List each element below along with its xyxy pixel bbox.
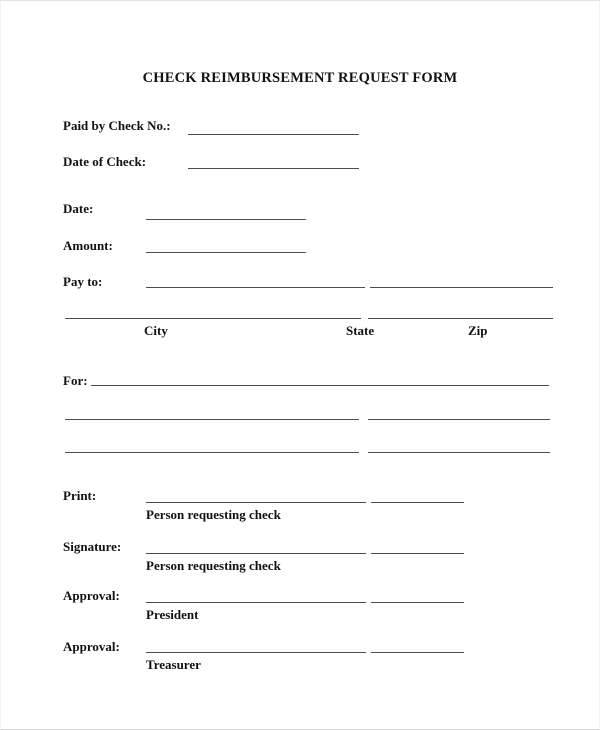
- description-blank-1-left[interactable]: [65, 419, 359, 420]
- approval-president-sublabel: President: [146, 607, 199, 622]
- approval-president-blank[interactable]: [146, 602, 366, 603]
- for-blank[interactable]: [91, 385, 549, 386]
- print-sublabel: Person requesting check: [146, 507, 281, 522]
- pay-to-blank-left[interactable]: [146, 287, 365, 288]
- date-blank[interactable]: [146, 219, 306, 220]
- city-label: City: [144, 323, 168, 338]
- print-label: Print:: [63, 488, 97, 503]
- date-of-check-blank[interactable]: [188, 168, 359, 169]
- description-blank-1-right[interactable]: [368, 419, 550, 420]
- for-label: For:: [63, 373, 88, 388]
- signature-label: Signature:: [63, 539, 122, 554]
- signature-sublabel: Person requesting check: [146, 558, 281, 573]
- print-blank[interactable]: [146, 502, 366, 503]
- signature-blank-short[interactable]: [371, 553, 464, 554]
- description-blank-2-left[interactable]: [65, 452, 359, 453]
- amount-label: Amount:: [63, 238, 113, 253]
- address-blank-state-zip[interactable]: [368, 318, 553, 319]
- pay-to-blank-right[interactable]: [370, 287, 553, 288]
- signature-blank[interactable]: [146, 553, 366, 554]
- approval-president-blank-short[interactable]: [371, 602, 464, 603]
- pay-to-label: Pay to:: [63, 274, 103, 289]
- form-title: CHECK REIMBURSEMENT REQUEST FORM: [142, 70, 458, 86]
- date-of-check-label: Date of Check:: [63, 154, 147, 169]
- zip-label: Zip: [468, 323, 488, 338]
- approval-treasurer-label: Approval:: [63, 639, 120, 654]
- date-label: Date:: [63, 201, 94, 216]
- paid-by-check-no-blank[interactable]: [188, 134, 359, 135]
- approval-treasurer-blank[interactable]: [146, 652, 366, 653]
- address-blank-city[interactable]: [65, 318, 361, 319]
- state-label: State: [346, 323, 375, 338]
- approval-treasurer-blank-short[interactable]: [371, 652, 464, 653]
- approval-treasurer-sublabel: Treasurer: [146, 657, 201, 672]
- paid-by-check-no-label: Paid by Check No.:: [63, 118, 171, 133]
- description-blank-2-right[interactable]: [368, 452, 550, 453]
- print-blank-short[interactable]: [371, 502, 464, 503]
- approval-president-label: Approval:: [63, 588, 120, 603]
- amount-blank[interactable]: [146, 252, 306, 253]
